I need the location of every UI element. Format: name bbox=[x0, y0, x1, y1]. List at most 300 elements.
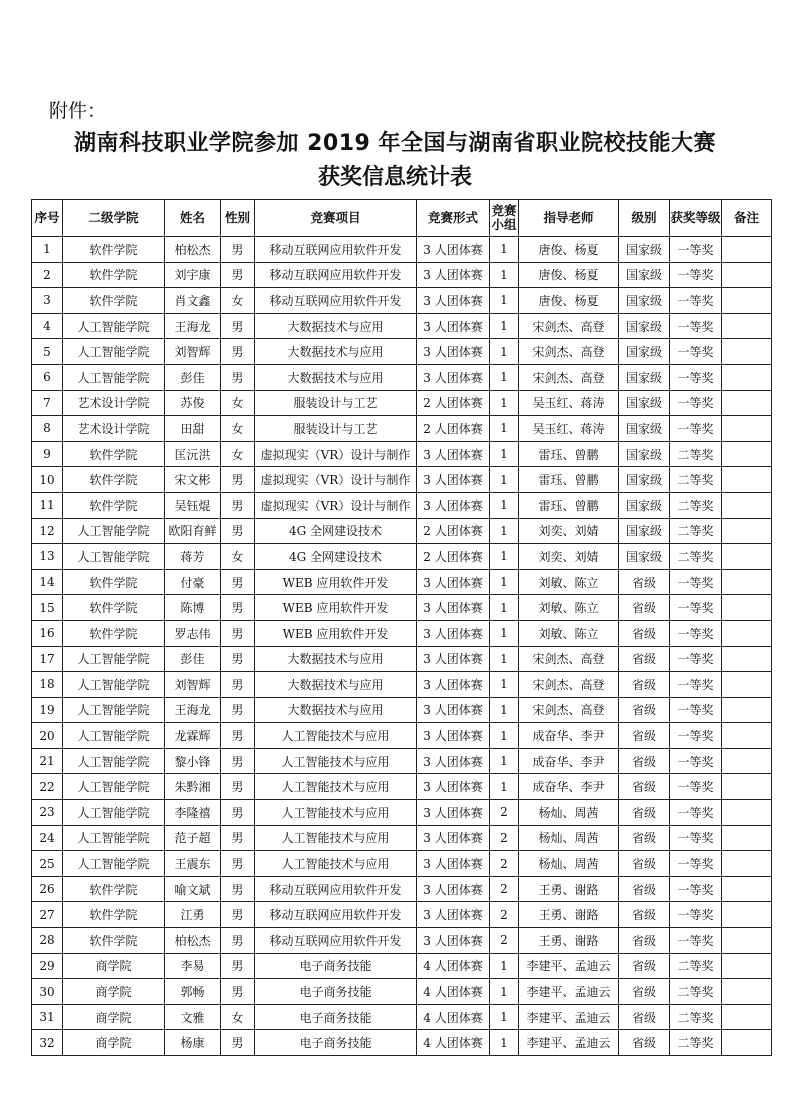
cell-award: 一等奖 bbox=[670, 928, 722, 954]
cell-college: 人工智能学院 bbox=[63, 672, 165, 698]
cell-project: WEB 应用软件开发 bbox=[255, 595, 417, 621]
cell-remarks bbox=[722, 441, 772, 467]
cell-name: 苏俊 bbox=[165, 390, 221, 416]
cell-name: 王海龙 bbox=[165, 313, 221, 339]
cell-award: 一等奖 bbox=[670, 569, 722, 595]
cell-award: 二等奖 bbox=[670, 979, 722, 1005]
cell-project: 移动互联网应用软件开发 bbox=[255, 902, 417, 928]
cell-remarks bbox=[722, 416, 772, 442]
cell-remarks bbox=[722, 979, 772, 1005]
cell-remarks bbox=[722, 646, 772, 672]
cell-award: 一等奖 bbox=[670, 825, 722, 851]
cell-advisors: 王勇、谢路 bbox=[519, 876, 619, 902]
cell-gender: 男 bbox=[221, 672, 255, 698]
table-row bbox=[32, 748, 772, 774]
col-header-award: 获奖等级 bbox=[670, 200, 722, 237]
cell-gender: 男 bbox=[221, 697, 255, 723]
cell-gender: 女 bbox=[221, 390, 255, 416]
table-header-row bbox=[32, 200, 772, 237]
cell-advisors: 成奋华、李尹 bbox=[519, 723, 619, 749]
cell-gender: 男 bbox=[221, 237, 255, 263]
cell-index: 27 bbox=[32, 902, 63, 928]
cell-college: 人工智能学院 bbox=[63, 518, 165, 544]
cell-format: 2 人团体赛 bbox=[417, 544, 490, 570]
cell-name: 郭畅 bbox=[165, 979, 221, 1005]
cell-advisors: 刘敏、陈立 bbox=[519, 620, 619, 646]
cell-gender: 女 bbox=[221, 544, 255, 570]
cell-group: 1 bbox=[490, 416, 519, 442]
cell-award: 一等奖 bbox=[670, 390, 722, 416]
cell-group: 1 bbox=[490, 569, 519, 595]
cell-award: 一等奖 bbox=[670, 262, 722, 288]
cell-name: 王震东 bbox=[165, 851, 221, 877]
cell-college: 软件学院 bbox=[63, 262, 165, 288]
cell-level: 省级 bbox=[619, 851, 670, 877]
cell-index: 28 bbox=[32, 928, 63, 954]
cell-index: 6 bbox=[32, 364, 63, 390]
cell-advisors: 杨灿、周茜 bbox=[519, 851, 619, 877]
cell-advisors: 宋剑杰、高登 bbox=[519, 646, 619, 672]
cell-remarks bbox=[722, 902, 772, 928]
cell-college: 软件学院 bbox=[63, 620, 165, 646]
cell-project: 人工智能技术与应用 bbox=[255, 825, 417, 851]
cell-advisors: 雷珏、曾鹏 bbox=[519, 467, 619, 493]
cell-level: 省级 bbox=[619, 595, 670, 621]
table-row bbox=[32, 672, 772, 698]
table-row bbox=[32, 288, 772, 314]
cell-award: 一等奖 bbox=[670, 723, 722, 749]
cell-name: 喻文斌 bbox=[165, 876, 221, 902]
cell-project: 大数据技术与应用 bbox=[255, 339, 417, 365]
cell-advisors: 宋剑杰、高登 bbox=[519, 672, 619, 698]
cell-project: 虚拟现实（VR）设计与制作 bbox=[255, 467, 417, 493]
cell-project: 移动互联网应用软件开发 bbox=[255, 262, 417, 288]
cell-college: 人工智能学院 bbox=[63, 825, 165, 851]
cell-level: 国家级 bbox=[619, 313, 670, 339]
cell-index: 8 bbox=[32, 416, 63, 442]
cell-advisors: 宋剑杰、高登 bbox=[519, 697, 619, 723]
cell-gender: 男 bbox=[221, 339, 255, 365]
cell-index: 14 bbox=[32, 569, 63, 595]
cell-index: 19 bbox=[32, 697, 63, 723]
table-row bbox=[32, 313, 772, 339]
cell-index: 5 bbox=[32, 339, 63, 365]
cell-level: 国家级 bbox=[619, 364, 670, 390]
cell-index: 29 bbox=[32, 953, 63, 979]
cell-level: 省级 bbox=[619, 800, 670, 826]
cell-gender: 男 bbox=[221, 876, 255, 902]
cell-college: 人工智能学院 bbox=[63, 748, 165, 774]
cell-advisors: 王勇、谢路 bbox=[519, 902, 619, 928]
cell-level: 国家级 bbox=[619, 492, 670, 518]
cell-name: 江勇 bbox=[165, 902, 221, 928]
cell-format: 2 人团体赛 bbox=[417, 390, 490, 416]
cell-format: 2 人团体赛 bbox=[417, 518, 490, 544]
cell-award: 二等奖 bbox=[670, 467, 722, 493]
cell-group: 1 bbox=[490, 774, 519, 800]
cell-name: 匡沅洪 bbox=[165, 441, 221, 467]
cell-name: 王海龙 bbox=[165, 697, 221, 723]
cell-remarks bbox=[722, 1030, 772, 1056]
cell-remarks bbox=[722, 748, 772, 774]
cell-format: 3 人团体赛 bbox=[417, 748, 490, 774]
cell-name: 付豪 bbox=[165, 569, 221, 595]
cell-format: 3 人团体赛 bbox=[417, 723, 490, 749]
cell-format: 4 人团体赛 bbox=[417, 1004, 490, 1030]
cell-name: 杨康 bbox=[165, 1030, 221, 1056]
cell-award: 一等奖 bbox=[670, 902, 722, 928]
cell-group: 1 bbox=[490, 1004, 519, 1030]
cell-level: 省级 bbox=[619, 825, 670, 851]
cell-format: 3 人团体赛 bbox=[417, 441, 490, 467]
cell-award: 一等奖 bbox=[670, 595, 722, 621]
cell-index: 2 bbox=[32, 262, 63, 288]
cell-college: 商学院 bbox=[63, 1004, 165, 1030]
cell-award: 一等奖 bbox=[670, 876, 722, 902]
cell-remarks bbox=[722, 876, 772, 902]
table-row bbox=[32, 467, 772, 493]
cell-index: 20 bbox=[32, 723, 63, 749]
cell-name: 黎小锋 bbox=[165, 748, 221, 774]
table-row bbox=[32, 492, 772, 518]
cell-gender: 女 bbox=[221, 288, 255, 314]
cell-group: 1 bbox=[490, 748, 519, 774]
cell-group: 1 bbox=[490, 544, 519, 570]
table-row bbox=[32, 697, 772, 723]
cell-group: 1 bbox=[490, 339, 519, 365]
table-row bbox=[32, 262, 772, 288]
cell-index: 9 bbox=[32, 441, 63, 467]
cell-remarks bbox=[722, 953, 772, 979]
cell-college: 软件学院 bbox=[63, 569, 165, 595]
cell-award: 一等奖 bbox=[670, 851, 722, 877]
cell-project: 电子商务技能 bbox=[255, 953, 417, 979]
cell-name: 蒋芳 bbox=[165, 544, 221, 570]
cell-remarks bbox=[722, 800, 772, 826]
cell-gender: 男 bbox=[221, 825, 255, 851]
cell-index: 17 bbox=[32, 646, 63, 672]
cell-award: 二等奖 bbox=[670, 492, 722, 518]
cell-college: 人工智能学院 bbox=[63, 364, 165, 390]
table-row bbox=[32, 1004, 772, 1030]
cell-project: 大数据技术与应用 bbox=[255, 697, 417, 723]
cell-gender: 男 bbox=[221, 723, 255, 749]
cell-format: 4 人团体赛 bbox=[417, 1030, 490, 1056]
cell-advisors: 刘奕、刘婧 bbox=[519, 518, 619, 544]
cell-gender: 女 bbox=[221, 441, 255, 467]
cell-group: 2 bbox=[490, 825, 519, 851]
cell-remarks bbox=[722, 237, 772, 263]
cell-format: 3 人团体赛 bbox=[417, 876, 490, 902]
cell-gender: 女 bbox=[221, 416, 255, 442]
cell-group: 1 bbox=[490, 288, 519, 314]
cell-college: 艺术设计学院 bbox=[63, 390, 165, 416]
col-header-name: 姓名 bbox=[165, 200, 221, 237]
cell-project: 大数据技术与应用 bbox=[255, 364, 417, 390]
cell-name: 彭佳 bbox=[165, 364, 221, 390]
cell-name: 柏松杰 bbox=[165, 237, 221, 263]
cell-level: 国家级 bbox=[619, 518, 670, 544]
cell-college: 人工智能学院 bbox=[63, 800, 165, 826]
table-row bbox=[32, 620, 772, 646]
cell-format: 3 人团体赛 bbox=[417, 339, 490, 365]
cell-group: 1 bbox=[490, 1030, 519, 1056]
cell-level: 省级 bbox=[619, 1004, 670, 1030]
cell-college: 人工智能学院 bbox=[63, 339, 165, 365]
cell-remarks bbox=[722, 544, 772, 570]
cell-college: 商学院 bbox=[63, 953, 165, 979]
cell-college: 人工智能学院 bbox=[63, 774, 165, 800]
cell-index: 15 bbox=[32, 595, 63, 621]
cell-format: 3 人团体赛 bbox=[417, 364, 490, 390]
cell-award: 一等奖 bbox=[670, 697, 722, 723]
table-row bbox=[32, 800, 772, 826]
cell-level: 国家级 bbox=[619, 467, 670, 493]
cell-advisors: 唐俊、杨夏 bbox=[519, 262, 619, 288]
cell-format: 3 人团体赛 bbox=[417, 672, 490, 698]
cell-project: 电子商务技能 bbox=[255, 979, 417, 1005]
cell-project: 4G 全网建设技术 bbox=[255, 544, 417, 570]
cell-award: 一等奖 bbox=[670, 288, 722, 314]
cell-gender: 男 bbox=[221, 953, 255, 979]
cell-group: 1 bbox=[490, 723, 519, 749]
cell-level: 国家级 bbox=[619, 262, 670, 288]
cell-group: 1 bbox=[490, 313, 519, 339]
cell-level: 国家级 bbox=[619, 339, 670, 365]
cell-name: 刘宇康 bbox=[165, 262, 221, 288]
cell-advisors: 成奋华、李尹 bbox=[519, 774, 619, 800]
cell-name: 彭佳 bbox=[165, 646, 221, 672]
cell-index: 3 bbox=[32, 288, 63, 314]
cell-remarks bbox=[722, 569, 772, 595]
cell-college: 软件学院 bbox=[63, 595, 165, 621]
cell-gender: 男 bbox=[221, 313, 255, 339]
cell-award: 一等奖 bbox=[670, 800, 722, 826]
cell-project: 移动互联网应用软件开发 bbox=[255, 288, 417, 314]
cell-level: 国家级 bbox=[619, 416, 670, 442]
cell-format: 3 人团体赛 bbox=[417, 288, 490, 314]
cell-gender: 男 bbox=[221, 979, 255, 1005]
cell-format: 4 人团体赛 bbox=[417, 979, 490, 1005]
cell-level: 国家级 bbox=[619, 390, 670, 416]
cell-level: 省级 bbox=[619, 569, 670, 595]
cell-level: 省级 bbox=[619, 979, 670, 1005]
cell-advisors: 吴玉红、蒋涛 bbox=[519, 390, 619, 416]
cell-remarks bbox=[722, 492, 772, 518]
cell-remarks bbox=[722, 723, 772, 749]
table-row bbox=[32, 595, 772, 621]
cell-format: 3 人团体赛 bbox=[417, 492, 490, 518]
cell-format: 3 人团体赛 bbox=[417, 646, 490, 672]
cell-level: 省级 bbox=[619, 723, 670, 749]
cell-project: WEB 应用软件开发 bbox=[255, 620, 417, 646]
cell-index: 31 bbox=[32, 1004, 63, 1030]
cell-project: 移动互联网应用软件开发 bbox=[255, 237, 417, 263]
cell-format: 3 人团体赛 bbox=[417, 928, 490, 954]
table-row bbox=[32, 876, 772, 902]
cell-college: 人工智能学院 bbox=[63, 544, 165, 570]
cell-level: 国家级 bbox=[619, 237, 670, 263]
cell-format: 3 人团体赛 bbox=[417, 569, 490, 595]
cell-level: 省级 bbox=[619, 748, 670, 774]
cell-format: 3 人团体赛 bbox=[417, 313, 490, 339]
cell-gender: 男 bbox=[221, 774, 255, 800]
col-header-advisors: 指导老师 bbox=[519, 200, 619, 237]
cell-index: 16 bbox=[32, 620, 63, 646]
cell-remarks bbox=[722, 262, 772, 288]
cell-remarks bbox=[722, 620, 772, 646]
cell-level: 省级 bbox=[619, 774, 670, 800]
cell-group: 2 bbox=[490, 800, 519, 826]
cell-advisors: 吴玉红、蒋涛 bbox=[519, 416, 619, 442]
col-header-remarks: 备注 bbox=[722, 200, 772, 237]
cell-gender: 男 bbox=[221, 569, 255, 595]
cell-project: 大数据技术与应用 bbox=[255, 313, 417, 339]
col-header-format: 竞赛形式 bbox=[417, 200, 490, 237]
cell-gender: 男 bbox=[221, 620, 255, 646]
cell-remarks bbox=[722, 928, 772, 954]
cell-college: 软件学院 bbox=[63, 876, 165, 902]
cell-advisors: 刘敏、陈立 bbox=[519, 569, 619, 595]
cell-index: 1 bbox=[32, 237, 63, 263]
cell-award: 二等奖 bbox=[670, 1004, 722, 1030]
table-row bbox=[32, 723, 772, 749]
cell-gender: 男 bbox=[221, 492, 255, 518]
cell-advisors: 杨灿、周茜 bbox=[519, 800, 619, 826]
cell-format: 3 人团体赛 bbox=[417, 800, 490, 826]
cell-advisors: 李建平、孟迪云 bbox=[519, 1004, 619, 1030]
cell-group: 2 bbox=[490, 928, 519, 954]
cell-level: 省级 bbox=[619, 697, 670, 723]
table-row bbox=[32, 569, 772, 595]
cell-remarks bbox=[722, 851, 772, 877]
cell-project: 大数据技术与应用 bbox=[255, 672, 417, 698]
cell-format: 3 人团体赛 bbox=[417, 851, 490, 877]
table-row bbox=[32, 825, 772, 851]
cell-name: 刘智辉 bbox=[165, 672, 221, 698]
cell-index: 22 bbox=[32, 774, 63, 800]
cell-group: 1 bbox=[490, 595, 519, 621]
cell-remarks bbox=[722, 825, 772, 851]
cell-format: 3 人团体赛 bbox=[417, 237, 490, 263]
cell-project: 虚拟现实（VR）设计与制作 bbox=[255, 441, 417, 467]
cell-name: 柏松杰 bbox=[165, 928, 221, 954]
cell-level: 省级 bbox=[619, 672, 670, 698]
cell-college: 软件学院 bbox=[63, 467, 165, 493]
cell-advisors: 成奋华、李尹 bbox=[519, 748, 619, 774]
cell-project: 人工智能技术与应用 bbox=[255, 748, 417, 774]
cell-name: 李隆禧 bbox=[165, 800, 221, 826]
cell-index: 4 bbox=[32, 313, 63, 339]
cell-gender: 男 bbox=[221, 748, 255, 774]
cell-format: 3 人团体赛 bbox=[417, 825, 490, 851]
cell-project: 电子商务技能 bbox=[255, 1030, 417, 1056]
cell-gender: 男 bbox=[221, 1030, 255, 1056]
table-row bbox=[32, 928, 772, 954]
table-row bbox=[32, 646, 772, 672]
cell-index: 7 bbox=[32, 390, 63, 416]
cell-level: 省级 bbox=[619, 953, 670, 979]
cell-remarks bbox=[722, 339, 772, 365]
cell-name: 龙霖辉 bbox=[165, 723, 221, 749]
cell-gender: 男 bbox=[221, 646, 255, 672]
document-title: 湖南科技职业学院参加 2019 年全国与湖南省职业院校技能大赛 bbox=[73, 131, 717, 156]
cell-level: 国家级 bbox=[619, 441, 670, 467]
cell-name: 刘智辉 bbox=[165, 339, 221, 365]
cell-group: 2 bbox=[490, 851, 519, 877]
cell-index: 32 bbox=[32, 1030, 63, 1056]
cell-award: 一等奖 bbox=[670, 748, 722, 774]
cell-format: 3 人团体赛 bbox=[417, 697, 490, 723]
cell-level: 省级 bbox=[619, 646, 670, 672]
table-row bbox=[32, 774, 772, 800]
cell-level: 国家级 bbox=[619, 288, 670, 314]
cell-index: 24 bbox=[32, 825, 63, 851]
cell-project: 4G 全网建设技术 bbox=[255, 518, 417, 544]
cell-group: 1 bbox=[490, 262, 519, 288]
cell-group: 1 bbox=[490, 467, 519, 493]
cell-index: 11 bbox=[32, 492, 63, 518]
cell-gender: 女 bbox=[221, 1004, 255, 1030]
table-row bbox=[32, 390, 772, 416]
cell-remarks bbox=[722, 595, 772, 621]
cell-college: 软件学院 bbox=[63, 492, 165, 518]
cell-project: 服装设计与工艺 bbox=[255, 416, 417, 442]
cell-name: 宋文彬 bbox=[165, 467, 221, 493]
cell-remarks bbox=[722, 313, 772, 339]
cell-name: 陈博 bbox=[165, 595, 221, 621]
cell-name: 罗志伟 bbox=[165, 620, 221, 646]
document-subtitle: 获奖信息统计表 bbox=[317, 165, 472, 190]
cell-advisors: 宋剑杰、高登 bbox=[519, 339, 619, 365]
cell-gender: 男 bbox=[221, 364, 255, 390]
cell-group: 1 bbox=[490, 697, 519, 723]
cell-name: 朱黔湘 bbox=[165, 774, 221, 800]
cell-name: 李易 bbox=[165, 953, 221, 979]
cell-gender: 男 bbox=[221, 262, 255, 288]
cell-format: 3 人团体赛 bbox=[417, 774, 490, 800]
cell-project: 移动互联网应用软件开发 bbox=[255, 876, 417, 902]
cell-advisors: 王勇、谢路 bbox=[519, 928, 619, 954]
cell-college: 商学院 bbox=[63, 979, 165, 1005]
cell-college: 人工智能学院 bbox=[63, 313, 165, 339]
cell-remarks bbox=[722, 288, 772, 314]
cell-advisors: 唐俊、杨夏 bbox=[519, 288, 619, 314]
cell-advisors: 唐俊、杨夏 bbox=[519, 237, 619, 263]
cell-index: 26 bbox=[32, 876, 63, 902]
cell-remarks bbox=[722, 1004, 772, 1030]
cell-project: 人工智能技术与应用 bbox=[255, 800, 417, 826]
cell-award: 一等奖 bbox=[670, 672, 722, 698]
cell-remarks bbox=[722, 697, 772, 723]
cell-advisors: 宋剑杰、高登 bbox=[519, 313, 619, 339]
table-row bbox=[32, 953, 772, 979]
cell-level: 省级 bbox=[619, 620, 670, 646]
cell-group: 1 bbox=[490, 364, 519, 390]
cell-college: 人工智能学院 bbox=[63, 646, 165, 672]
cell-group: 1 bbox=[490, 979, 519, 1005]
cell-group: 1 bbox=[490, 672, 519, 698]
cell-remarks bbox=[722, 390, 772, 416]
cell-college: 人工智能学院 bbox=[63, 723, 165, 749]
cell-college: 商学院 bbox=[63, 1030, 165, 1056]
cell-project: 移动互联网应用软件开发 bbox=[255, 928, 417, 954]
cell-college: 软件学院 bbox=[63, 441, 165, 467]
cell-advisors: 刘敏、陈立 bbox=[519, 595, 619, 621]
cell-level: 省级 bbox=[619, 876, 670, 902]
cell-level: 省级 bbox=[619, 1030, 670, 1056]
table-row bbox=[32, 518, 772, 544]
